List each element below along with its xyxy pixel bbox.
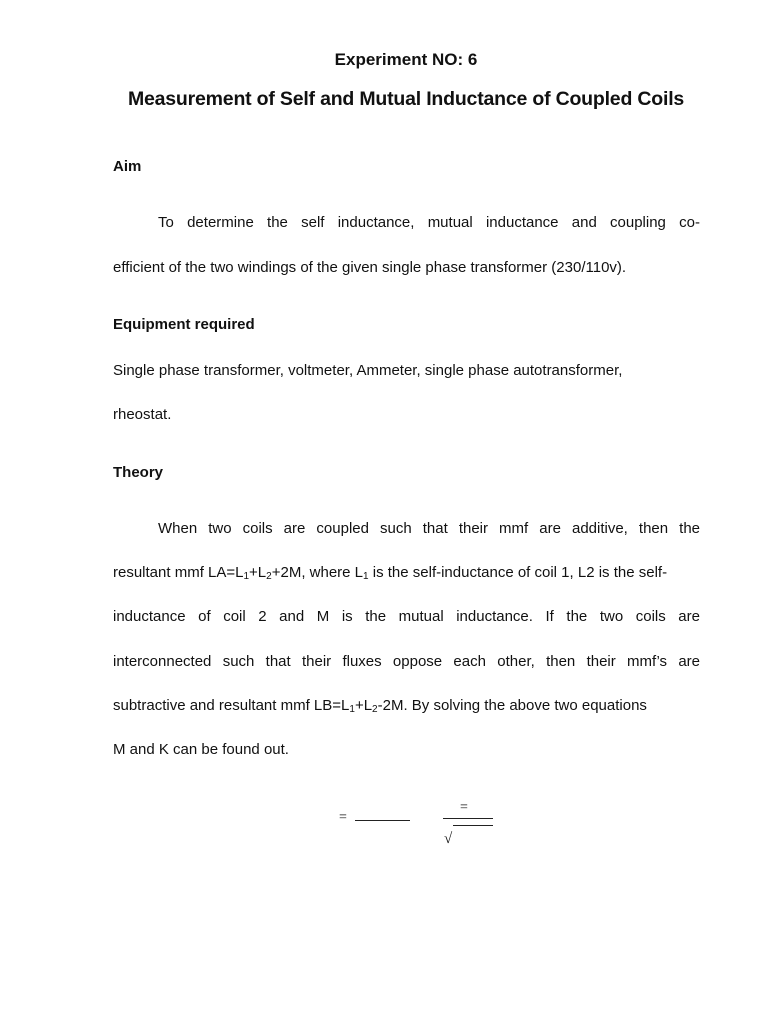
experiment-title: Measurement of Self and Mutual Inductance of Coupled Coils	[127, 88, 685, 110]
aim-heading: Aim	[113, 158, 142, 175]
sqrt-overline	[453, 825, 493, 826]
subscript: 2	[372, 704, 378, 715]
theory-line-2-part-d: is the self-inductance of coil 1, L2 is the self-	[368, 564, 668, 581]
formula-equals-2: =	[460, 800, 468, 815]
formula-equals-1: =	[339, 810, 347, 825]
equipment-text-line-2: rheostat.	[113, 406, 172, 423]
fraction-bar-2	[443, 818, 493, 819]
subscript: 1	[363, 571, 369, 582]
theory-line-5-part-b: +L	[354, 697, 373, 714]
theory-text-line-4: interconnected such that their fluxes oppose each other, then their mmf’s are	[113, 653, 700, 670]
theory-text-line-3: inductance of coil 2 and M is the mutual inductance. If the two coils are	[113, 608, 700, 625]
aim-text-line-2: efficient of the two windings of the given single phase transformer (230/110v).	[113, 259, 627, 276]
equipment-heading: Equipment required	[113, 316, 255, 333]
theory-line-2-part-b: +L	[249, 564, 267, 581]
theory-line-5-part-c: -2M. By solving the above two equations	[377, 697, 647, 714]
subscript: 1	[243, 571, 250, 582]
subscript: 1	[349, 704, 355, 715]
fraction-bar-1	[355, 820, 410, 821]
theory-line-2-part-c: +2M, where L	[271, 564, 364, 581]
theory-text-line-1: When two coils are coupled such that their mmf are additive, then the	[158, 520, 700, 537]
aim-text-line-1: To determine the self inductance, mutual inductance and coupling co-	[158, 214, 700, 231]
theory-text-line-5	[113, 697, 700, 714]
theory-text-line-2	[113, 564, 700, 581]
subscript: 2	[266, 571, 272, 582]
theory-text-line-6: M and K can be found out.	[113, 741, 289, 758]
sqrt-symbol: √	[444, 831, 453, 847]
theory-line-5-part-a: subtractive and resultant mmf LB=L	[113, 697, 350, 714]
theory-line-2-part-a: resultant mmf LA=L	[113, 564, 244, 581]
equipment-text-line-1: Single phase transformer, voltmeter, Ammeter, single phase autotransformer,	[113, 362, 623, 379]
experiment-number: Experiment NO: 6	[334, 50, 478, 69]
theory-heading: Theory	[113, 464, 164, 481]
